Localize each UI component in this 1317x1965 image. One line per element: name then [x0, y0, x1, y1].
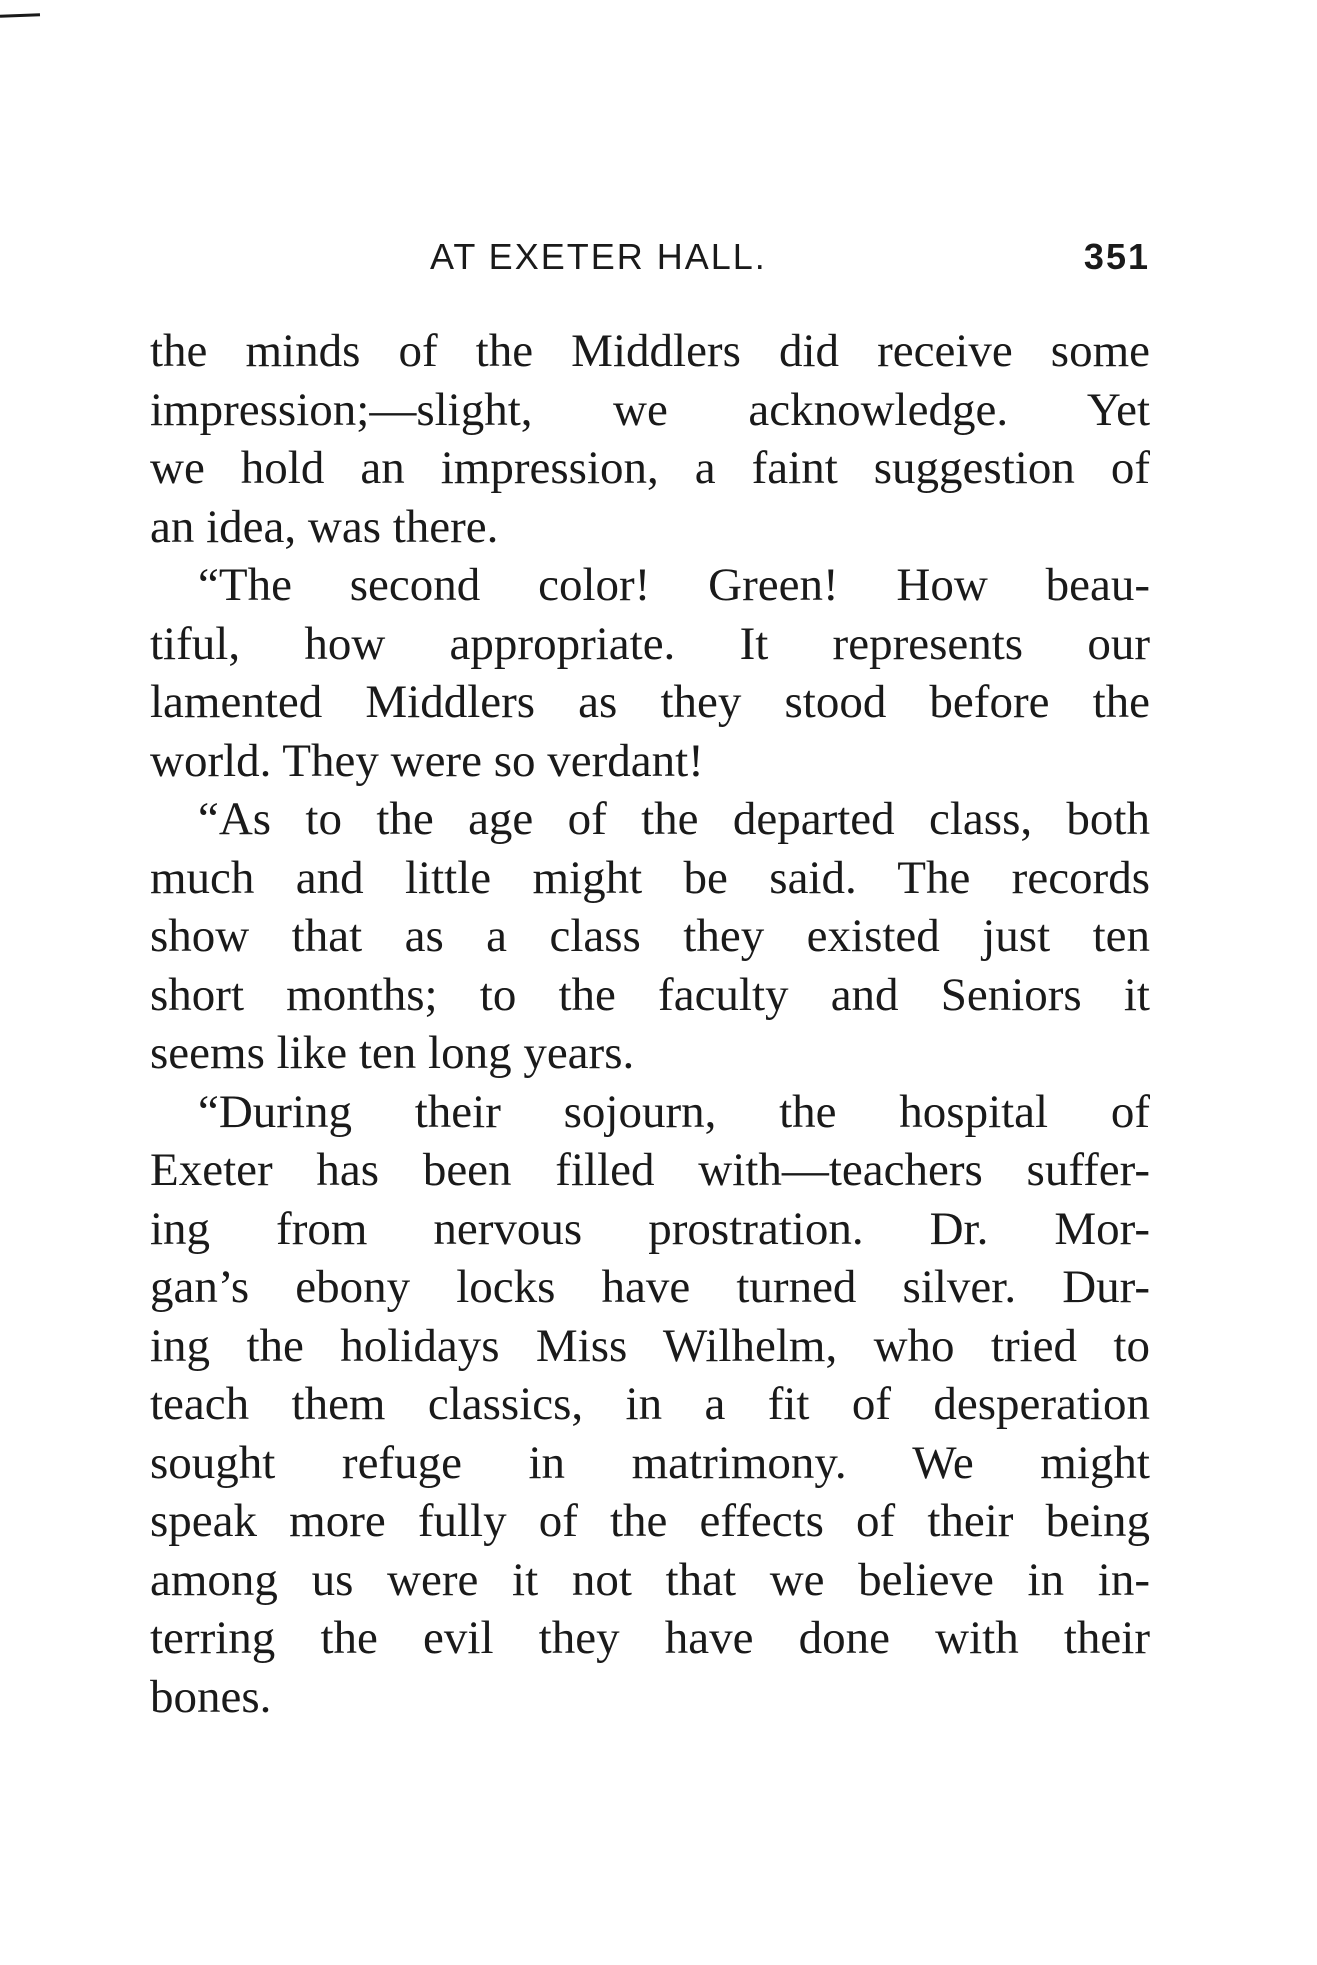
text-line: sought refuge in matrimony. We might	[150, 1436, 1150, 1489]
text-line: the minds of the Middlers did receive some	[150, 325, 1150, 377]
text-line: terring the evil they have done with their	[150, 1612, 1150, 1664]
text-line: impression;—slight, we acknowledge. Yet	[150, 383, 1150, 436]
body-text	[150, 322, 1150, 1726]
text-line: seems like ten long years.	[150, 1027, 635, 1079]
text-line: tiful, how appropriate. It represents our	[150, 617, 1150, 670]
text-line: lamented Middlers as they stood before the	[150, 676, 1150, 728]
corner-mark	[0, 13, 40, 17]
running-title: AT EXETER HALL.	[430, 236, 767, 277]
text-line: bones.	[150, 1670, 272, 1723]
text-line: show that as a class they existed just ten	[150, 910, 1150, 962]
text-line: speak more fully of the effects of their being	[150, 1495, 1150, 1547]
text-line: “The second color! Green! How beau-	[198, 559, 1150, 611]
text-line: much and little might be said. The records	[150, 851, 1150, 904]
text-line: ing the holidays Miss Wilhelm, who tried to	[150, 1319, 1150, 1372]
text-line: short months; to the faculty and Seniors it	[150, 968, 1150, 1021]
text-line: ing from nervous prostration. Dr. Mor-	[150, 1202, 1150, 1255]
text-line: an idea, was there.	[150, 500, 499, 553]
text-line: “During their sojourn, the hospital of	[198, 1085, 1150, 1138]
text-line: world. They were so verdant!	[150, 734, 704, 787]
text-line: teach them classics, in a fit of desperation	[150, 1378, 1150, 1430]
text-line: Exeter has been filled with—teachers suffer-	[150, 1144, 1150, 1196]
page-number: 351	[1083, 236, 1150, 277]
text-line: among us were it not that we believe in in-	[150, 1553, 1150, 1606]
running-head	[150, 236, 1150, 282]
text-line: gan’s ebony locks have turned silver. Dur-	[150, 1261, 1150, 1313]
text-line: “As to the age of the departed class, both	[198, 793, 1150, 845]
text-line: we hold an impression, a faint suggestion of	[150, 442, 1150, 494]
